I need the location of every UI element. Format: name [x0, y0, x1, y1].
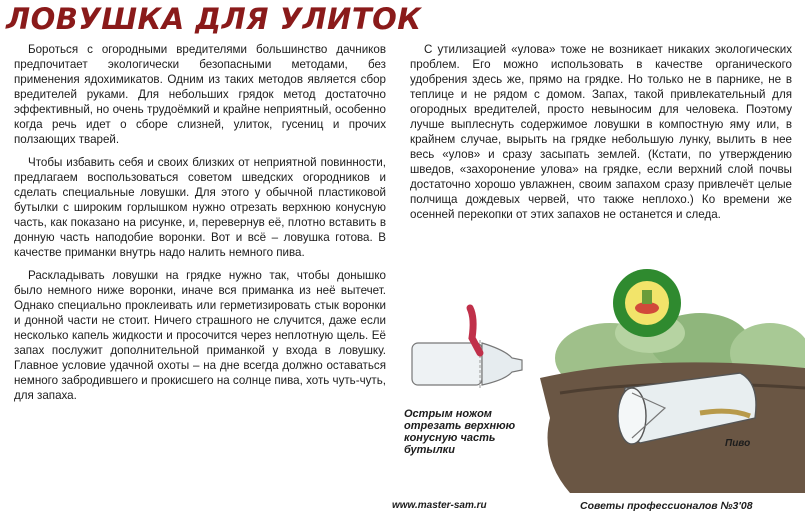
snail-trap-illustration	[400, 258, 805, 493]
figure-caption: Острым ножом отрезать верхнюю конусную часть бутылки	[404, 408, 516, 456]
article-column-left	[14, 42, 386, 411]
paragraph: Бороться с огородными вредителями большинство дачников предпочитает экологически безопасными методами, без применения ядохимикатов. Одним из таких методов является сбор вредителей руками. Для небольших грядок метод достаточно эффективный, но очень трудоёмкий и крайне неприятный, особенно когда речь идет о сборе слизней, улиток, гусениц и прочих ползающих тварей.	[14, 43, 386, 146]
article-title: ЛОВУШКА ДЛЯ УЛИТОК	[6, 2, 422, 36]
footer-url: www.master-sam.ru	[392, 500, 487, 511]
paragraph: Раскладывать ловушки на грядке нужно так, чтобы донышко было немного ниже воронки, иначе вся приманка из неё вытечет. Однако специально проклеивать или герметизировать стык воронки и донной части не стоит. Ничего страшного не случится, даже если несколько капель жидкости и просочится через неплотную щель. Её запах послужит дополнительной приманкой у входа в ловушку. Главное условие удачной охоты – на дне всегда должно оставаться немного забродившего и прокисшего на солнце пива, хоть чуть-чуть, для запаха.	[14, 269, 386, 402]
magazine-badge-logo	[612, 268, 682, 338]
article-column-right	[410, 42, 792, 230]
bottle-label: Пиво	[725, 438, 751, 449]
cut-bottle	[412, 340, 522, 388]
footer-magazine: Советы профессионалов №3'08	[580, 500, 753, 512]
paragraph: С утилизацией «улова» тоже не возникает никаких экологических проблем. Его можно использовать в качестве органического удобрения здесь же, прямо на грядке. Но только не в парнике, не в теплице и не рядом с домом. Запах, такой привлекательный для огородных вредителей, просто невыносим для человека. Поэтому лучше выплеснуть содержимое ловушки в компостную яму или, в крайнем случае, вырыть на грядке небольшую лунку, вылить в нее весь «улов» и сразу засыпать землей. (Кстати, по утверждению шведов, «захоронение улова» на грядке, если верхний слой почвы достаточно хорошо увлажнен, своим запахом сразу привлечёт целые полчища дождевых червей, что также неплохо.) Ко времени же осенней перекопки от этих запахов не останется и следа.	[410, 43, 792, 221]
paragraph: Чтобы избавить себя и своих близких от неприятной повинности, предлагаем воспользоваться советом шведских огородников и сделать специальные ловушки. Для этого у обычной пластиковой бутылки с широким горлышком нужно отрезать верхнюю конусную часть, как показано на рисунке, и, перевернув её, плотно вставить в донную часть наподобие воронки. Вот и всё – ловушка готова. В качестве приманки внутрь надо налить немного пива.	[14, 156, 386, 259]
